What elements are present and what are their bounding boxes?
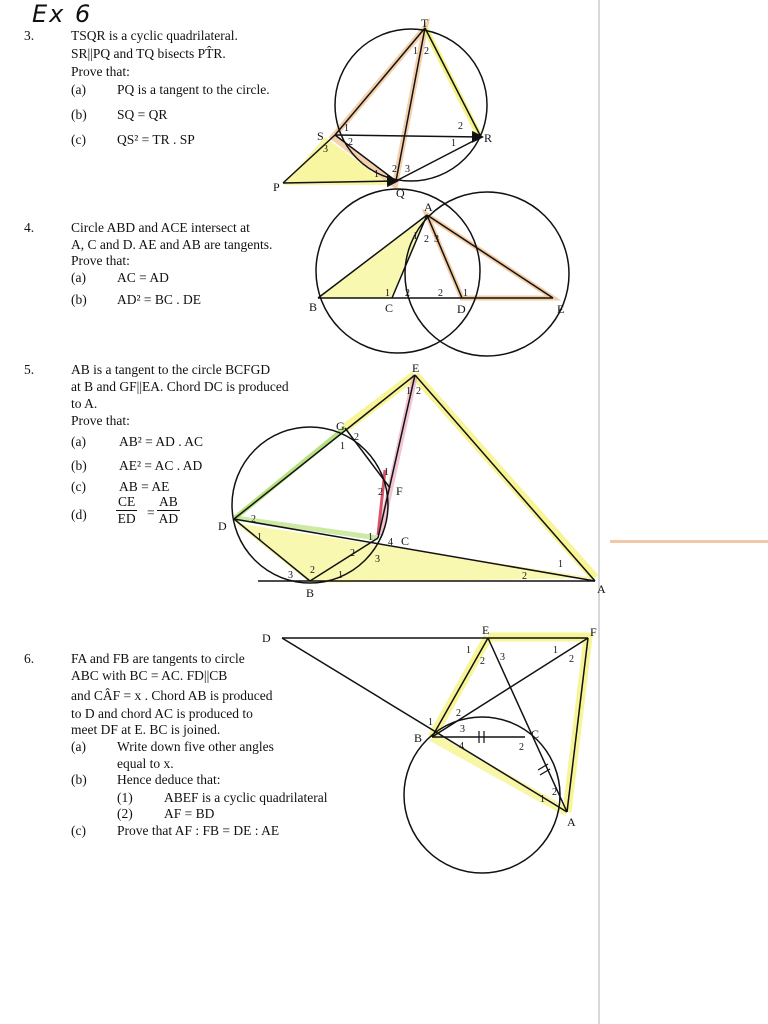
- problem-3-line-2: SR||PQ and TQ bisects PT̂R.: [71, 46, 226, 61]
- point-E-fig4: E: [557, 302, 565, 316]
- problem-5-line-3: to A.: [71, 396, 98, 411]
- point-G-fig5: G: [336, 419, 345, 433]
- problem-5-line-4: Prove that:: [71, 413, 130, 428]
- fig6-line-be: [432, 638, 488, 737]
- point-E-fig5: E: [412, 361, 420, 375]
- fig3-line-tr: [425, 28, 481, 137]
- angle-f2: 2: [569, 654, 574, 665]
- angle-r1: 1: [451, 138, 456, 149]
- problem-3-part-b-label: (b): [71, 107, 87, 122]
- angle-e2: 2: [480, 656, 485, 667]
- point-C-fig4: C: [385, 301, 394, 315]
- problem-5-part-b: AE² = AC . AD: [119, 458, 203, 473]
- problem-6-part-b1: ABEF is a cyclic quadrilateral: [164, 790, 328, 805]
- angle-a3: 3: [434, 234, 439, 245]
- point-C-fig5: C: [401, 534, 410, 548]
- fraction-ab-numerator: AB: [159, 494, 178, 509]
- point-F-fig6: F: [590, 625, 597, 639]
- fig3-line-tq: [396, 28, 425, 181]
- angle-c4: 4: [388, 537, 393, 548]
- angle-f2: 2: [378, 487, 383, 498]
- problem-4-part-b-label: (b): [71, 292, 87, 307]
- problem-6-part-c-label: (c): [71, 823, 86, 838]
- point-A-fig6: A: [567, 815, 576, 829]
- problem-6-part-b1-label: (1): [117, 790, 133, 805]
- problem-4-line-1: Circle ABD and ACE intersect at: [71, 220, 250, 235]
- problem-5-number: 5.: [24, 362, 35, 377]
- fig6-highlight-ba: [432, 737, 567, 812]
- point-E-fig6: E: [482, 623, 490, 637]
- angle-q2: 2: [392, 164, 397, 175]
- angle-b3: 3: [288, 570, 293, 581]
- angle-c1: 1: [368, 532, 373, 543]
- angle-e2: 2: [416, 386, 421, 397]
- angle-t1: 1: [413, 46, 418, 57]
- angle-b1: 1: [428, 717, 433, 728]
- fraction-equals: =: [147, 505, 155, 520]
- point-A-fig5: A: [597, 582, 606, 596]
- fig6-line-da: [282, 638, 567, 812]
- angle-b2: 2: [310, 565, 315, 576]
- problem-6-part-a-cont: equal to x.: [117, 756, 174, 771]
- angle-s1: 1: [344, 123, 349, 134]
- problem-4-part-a-label: (a): [71, 270, 86, 285]
- problem-5-line-1: AB is a tangent to the circle BCFGD: [71, 362, 271, 377]
- point-B-fig4: B: [309, 300, 318, 314]
- angle-b1: 1: [338, 570, 343, 581]
- problem-6-line-2: ABC with BC = AC. FD||CB: [71, 668, 228, 683]
- problem-6-line-1: FA and FB are tangents to circle: [71, 651, 245, 666]
- problem-3-part-a: PQ is a tangent to the circle.: [117, 82, 270, 97]
- point-P: P: [273, 180, 280, 194]
- fig5-line-gf: [345, 428, 390, 488]
- problem-6-part-a: Write down five other angles: [117, 739, 274, 754]
- problem-4-number: 4.: [24, 220, 35, 235]
- angle-t2: 2: [424, 46, 429, 57]
- problem-5-part-a-label: (a): [71, 434, 86, 449]
- problem-5-part-c-label: (c): [71, 479, 86, 494]
- figure-3: [273, 16, 492, 200]
- angle-s3: 3: [323, 144, 328, 155]
- angle-f1: 1: [553, 645, 558, 656]
- fig3-line-sr: [335, 135, 481, 137]
- angle-s2: 2: [348, 137, 353, 148]
- point-B-fig6: B: [414, 731, 423, 745]
- angle-q3: 3: [405, 164, 410, 175]
- problem-5-part-b-label: (b): [71, 458, 87, 473]
- problem-3-part-b: SQ = QR: [117, 107, 168, 122]
- problem-5-part-a: AB² = AD . AC: [119, 434, 204, 449]
- figure-4: [309, 189, 569, 356]
- problem-3-number: 3.: [24, 28, 35, 43]
- problem-4-line-2: A, C and D. AE and AB are tangents.: [71, 237, 273, 252]
- figure-5: [218, 361, 606, 600]
- angle-a1: 1: [413, 231, 418, 242]
- angle-d2: 2: [251, 514, 256, 525]
- point-D-fig4: D: [457, 302, 466, 316]
- angle-c3: 3: [375, 554, 380, 565]
- point-B-fig5: B: [306, 586, 315, 600]
- handwritten-heading: Ex 6: [32, 0, 93, 28]
- angle-c2: 2: [350, 548, 355, 559]
- problem-5-part-c: AB = AE: [119, 479, 170, 494]
- angle-e1: 1: [406, 386, 411, 397]
- point-F-fig5: F: [396, 484, 403, 498]
- problem-6-part-b: Hence deduce that:: [117, 772, 221, 787]
- problem-3-part-c-label: (c): [71, 132, 86, 147]
- point-D-fig6: D: [262, 631, 271, 645]
- angle-b2: 2: [456, 708, 461, 719]
- problem-6-part-b2: AF = BD: [164, 806, 215, 821]
- angle-q1: 1: [374, 169, 379, 180]
- point-Q: Q: [396, 186, 405, 200]
- angle-e3: 3: [500, 652, 505, 663]
- problem-5-part-d-label: (d): [71, 507, 87, 522]
- point-T: T: [421, 16, 429, 30]
- point-S: S: [317, 129, 324, 143]
- fraction-ce-denominator: ED: [117, 511, 136, 526]
- problem-4-part-a: AC = AD: [117, 270, 169, 285]
- problem-5-line-2: at B and GF||EA. Chord DC is produced: [71, 379, 289, 394]
- problem-6-part-a-label: (a): [71, 739, 86, 754]
- angle-c2: 2: [519, 742, 524, 753]
- point-A-fig4: A: [424, 200, 433, 214]
- angle-c2: 2: [405, 288, 410, 299]
- angle-a2: 2: [424, 234, 429, 245]
- angle-a2: 2: [552, 787, 557, 798]
- problem-3-part-a-label: (a): [71, 82, 86, 97]
- angle-e1: 1: [466, 645, 471, 656]
- angle-d1: 1: [463, 288, 468, 299]
- problem-6-part-b2-label: (2): [117, 806, 133, 821]
- angle-f1: 1: [384, 467, 389, 478]
- angle-a2: 2: [522, 571, 527, 582]
- angle-g2: 2: [354, 432, 359, 443]
- angle-b3: 3: [460, 724, 465, 735]
- angle-c1: 1: [385, 288, 390, 299]
- fraction-ce-numerator: CE: [118, 494, 136, 509]
- fraction-ab-denominator: AD: [158, 511, 179, 526]
- angle-b4: 4: [459, 741, 464, 752]
- fig3-line-ts: [335, 28, 425, 135]
- problem-6-part-c: Prove that AF : FB = DE : AE: [117, 823, 280, 838]
- problem-6-number: 6.: [24, 651, 35, 666]
- angle-a1: 1: [540, 794, 545, 805]
- angle-a1: 1: [558, 559, 563, 570]
- problem-6-line-3: and CÂF = x . Chord AB is produced: [71, 688, 273, 703]
- problem-4-part-b: AD² = BC . DE: [117, 292, 202, 307]
- figure-6: [262, 623, 597, 873]
- point-C-fig6: C: [531, 727, 540, 741]
- problem-6-part-b-label: (b): [71, 772, 87, 787]
- problem-6-line-5: meet DF at E. BC is joined.: [71, 722, 221, 737]
- point-R: R: [484, 131, 493, 145]
- problem-3-line-1: TSQR is a cyclic quadrilateral.: [71, 28, 238, 43]
- fig5-line-ea: [415, 375, 595, 581]
- angle-d2: 2: [438, 288, 443, 299]
- problem-6-line-4: to D and chord AC is produced to: [71, 706, 253, 721]
- point-D-fig5: D: [218, 519, 227, 533]
- angle-d1: 1: [257, 532, 262, 543]
- angle-r2: 2: [458, 121, 463, 132]
- angle-g1: 1: [340, 441, 345, 452]
- problem-3-part-c: QS² = TR . SP: [117, 132, 195, 147]
- problem-3-line-3: Prove that:: [71, 64, 130, 79]
- problem-4-line-3: Prove that:: [71, 253, 130, 268]
